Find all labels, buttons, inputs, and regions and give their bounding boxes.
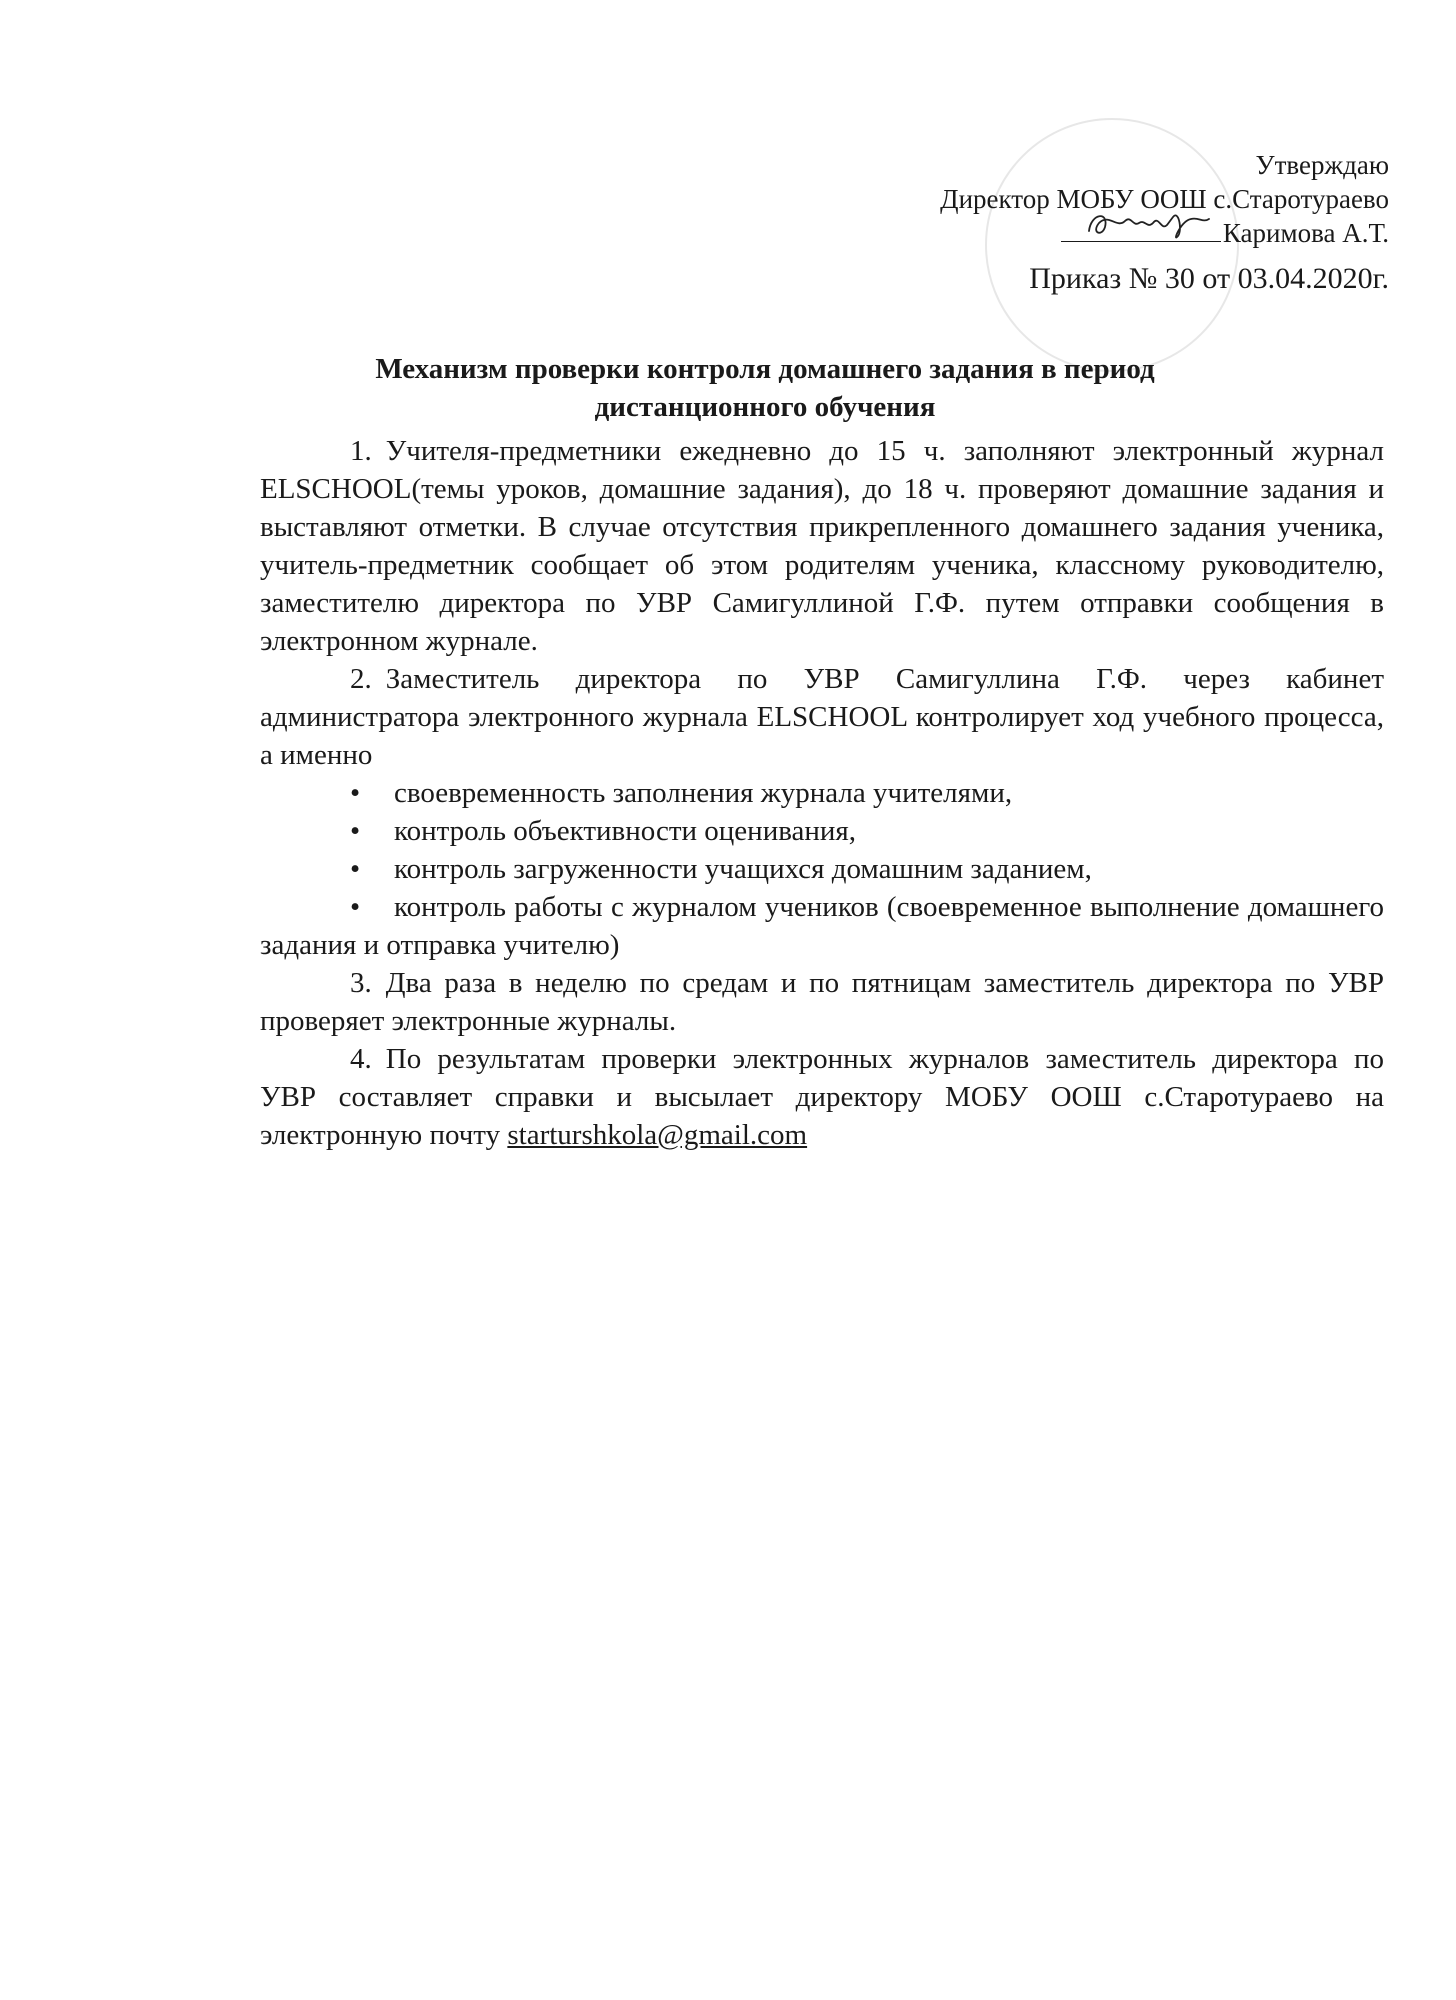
signature-field	[1061, 217, 1221, 242]
item-number: 4.	[350, 1043, 372, 1075]
bullet-item-4	[260, 888, 1384, 964]
item-text: Заместитель директора по УВР Самигуллина Г.Ф. через кабинет администратора электронного журнала ELSCHOOL контролирует ход учебного процесса, а именно	[260, 663, 1384, 771]
list-item-2	[260, 660, 1384, 774]
approval-block	[940, 148, 1389, 304]
list-item-1	[260, 432, 1384, 660]
approval-order: Приказ № 30 от 03.04.2020г.	[1029, 262, 1389, 295]
bullet-text: контроль работы с журналом учеников (своевременное выполнение домашнего задания и отправка учителю)	[260, 891, 1384, 961]
handwritten-signature	[1069, 203, 1219, 243]
item-text: По результатам проверки электронных журналов заместитель директора по УВР составляет справки и высылает директору МОБУ ООШ с.Старотураево на электронную почту	[260, 1043, 1384, 1151]
list-item-4	[260, 1040, 1384, 1154]
list-item-3	[260, 964, 1384, 1040]
approval-heading: Утверждаю	[1255, 150, 1389, 180]
document-body	[260, 432, 1384, 1154]
item-text: Учителя-предметники ежедневно до 15 ч. заполняют электронный журнал ELSCHOOL(темы уроков, домашние задания), до 18 ч. проверяют домашние задания и выставляют отметки. В случае отсутствия прикрепленного домашнего задания ученика, учитель-предметник сообщает об этом родителям ученика, классному руководителю, заместителю директора по УВР Самигуллиной Г.Ф. путем отправки сообщения в электронном журнале.	[260, 435, 1384, 657]
approval-name: Каримова А.Т.	[1222, 218, 1389, 248]
bullet-icon: •	[350, 853, 361, 885]
item-number: 3.	[350, 967, 372, 999]
bullet-icon: •	[350, 777, 361, 809]
bullet-text: своевременность заполнения журнала учителями,	[394, 777, 1013, 809]
bullet-item-1	[260, 774, 1384, 812]
item-number: 2.	[350, 663, 372, 695]
document-title	[260, 350, 1270, 426]
approval-director: Директор МОБУ ООШ с.Старотураево	[940, 184, 1389, 214]
bullet-icon: •	[350, 891, 361, 923]
approval-signature-line	[940, 216, 1389, 250]
bullet-icon: •	[350, 815, 361, 847]
bullet-item-2	[260, 812, 1384, 850]
title-line-2: дистанционного обучения	[594, 391, 936, 423]
bullet-item-3	[260, 850, 1384, 888]
email-link[interactable]: starturshkola@gmail.com	[507, 1119, 808, 1151]
item-text: Два раза в неделю по средам и по пятницам заместитель директора по УВР проверяет электронные журналы.	[260, 967, 1384, 1037]
bullet-text: контроль загруженности учащихся домашним заданием,	[394, 853, 1092, 885]
title-line-1: Механизм проверки контроля домашнего задания в период	[375, 353, 1155, 385]
bullet-text: контроль объективности оценивания,	[394, 815, 857, 847]
item-number: 1.	[350, 435, 372, 467]
